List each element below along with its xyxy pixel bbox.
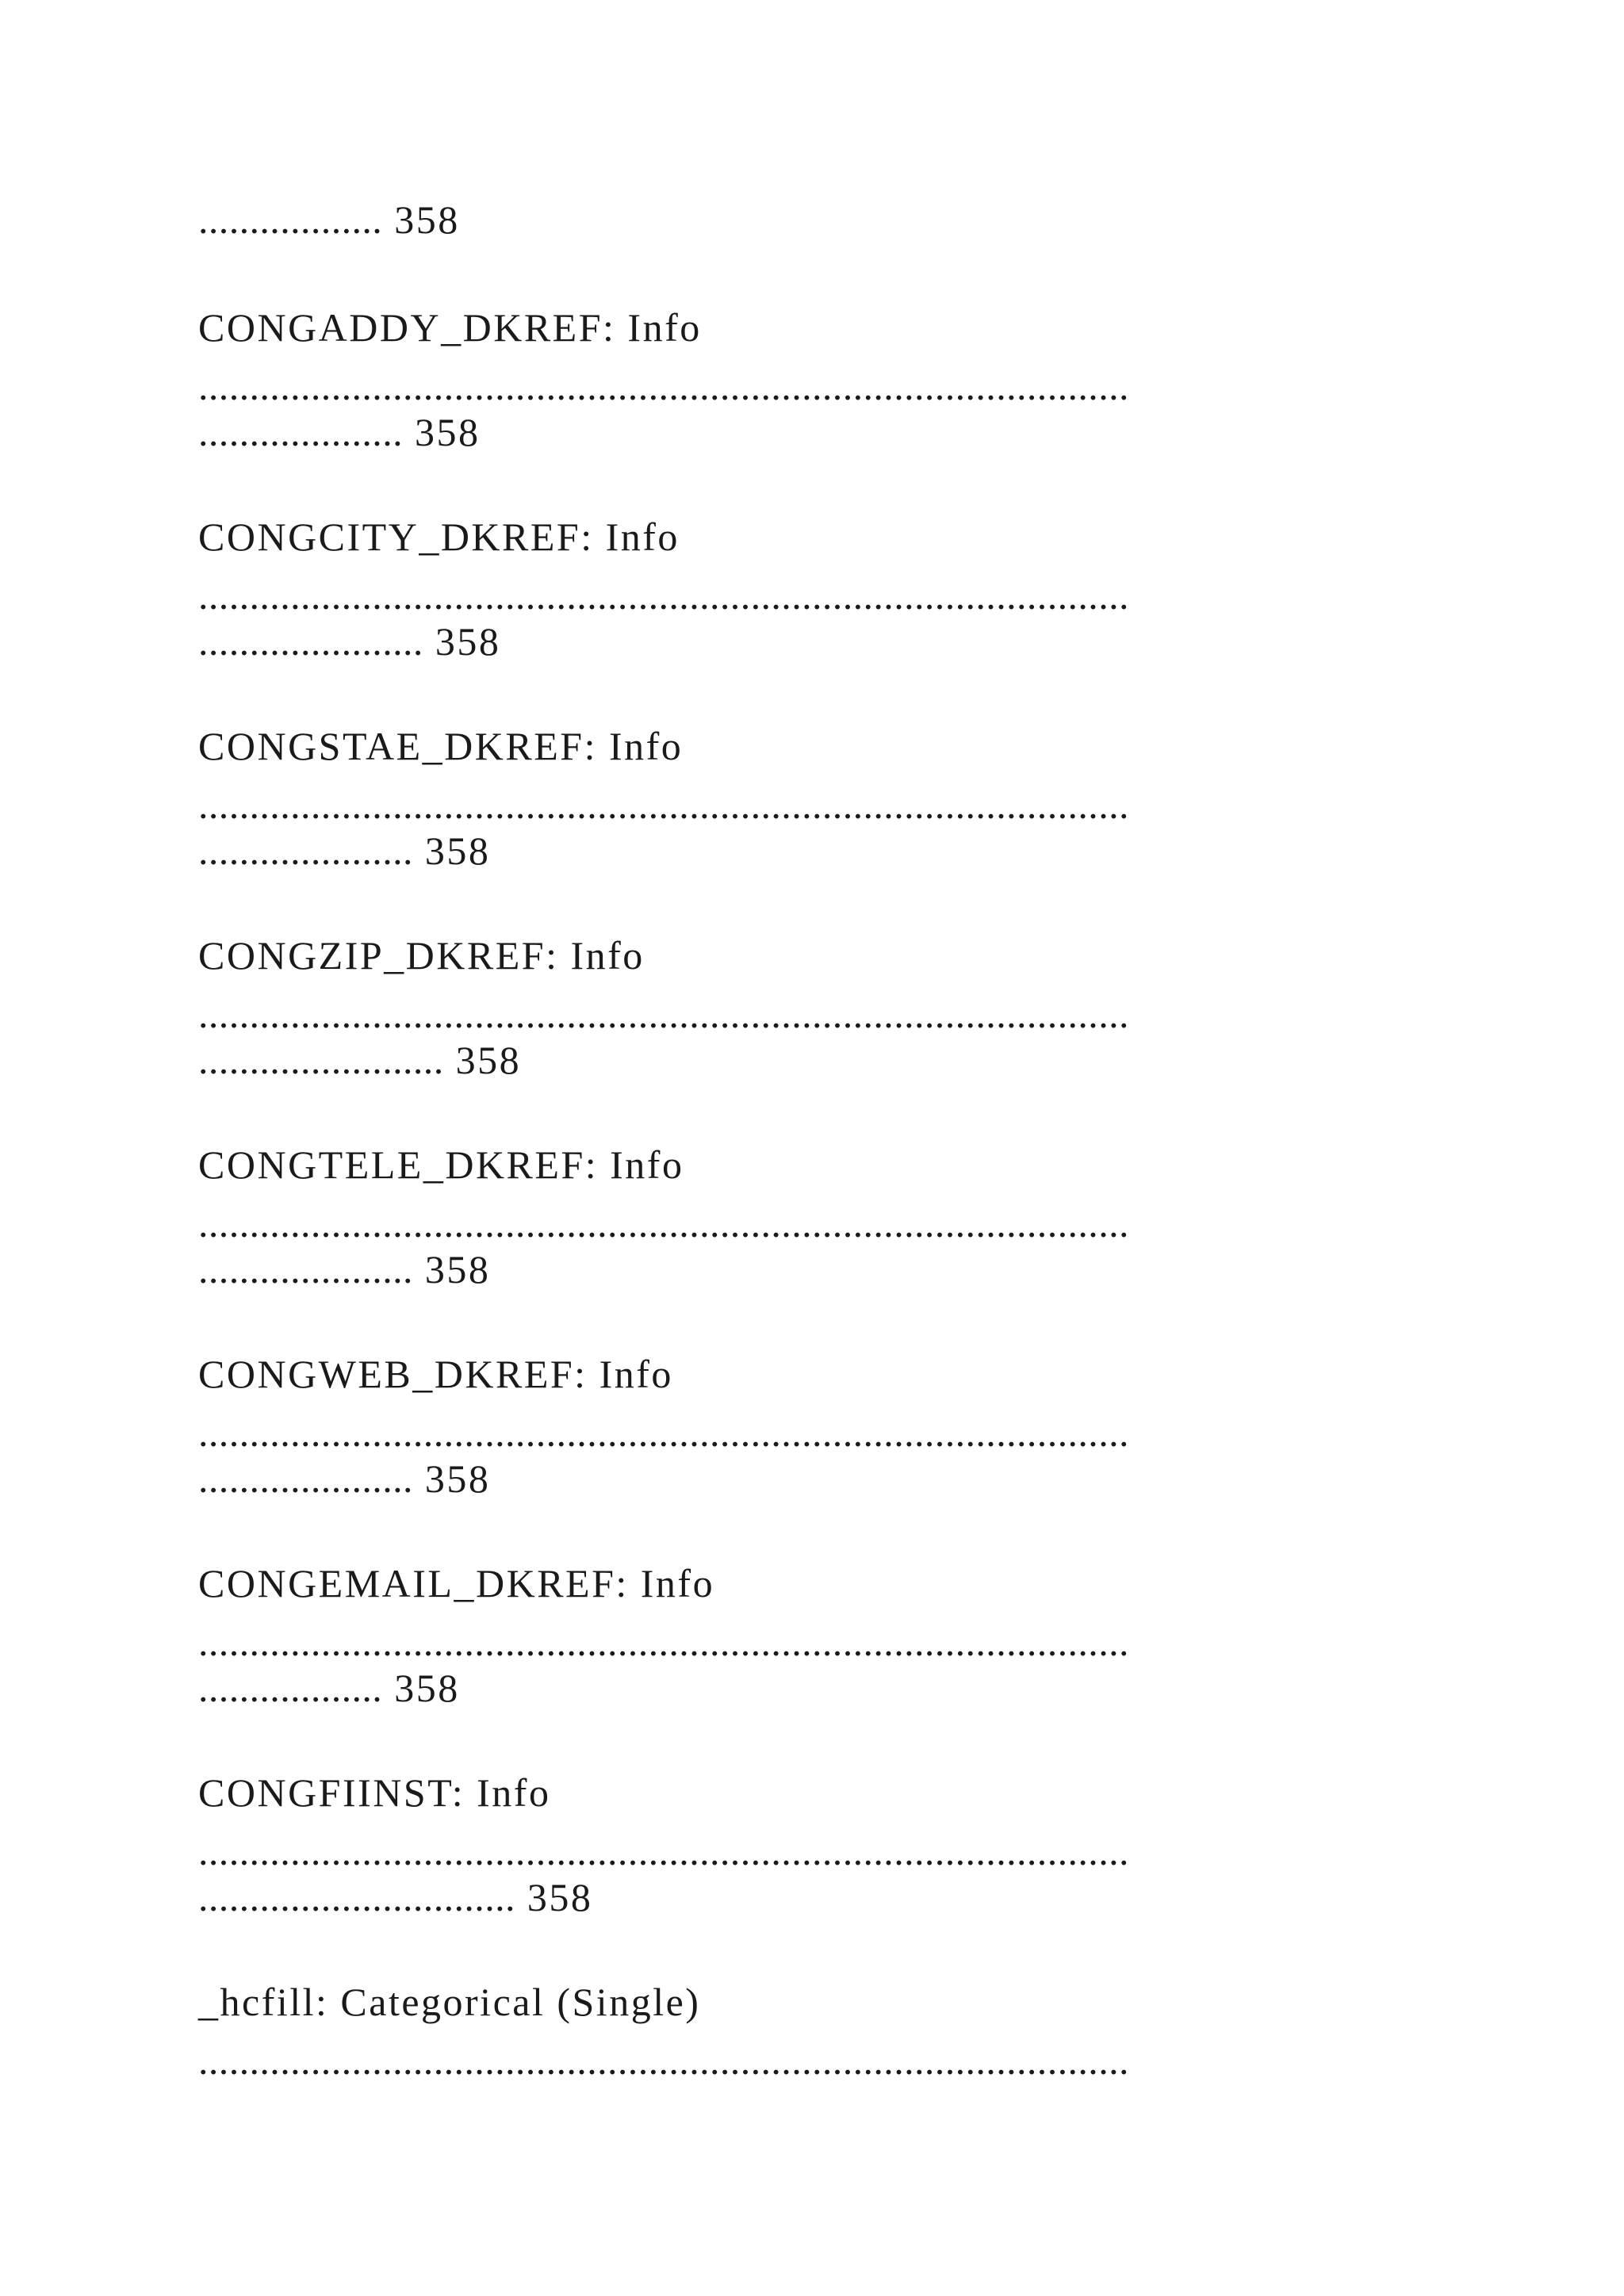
toc-entry-tail: [198, 618, 500, 665]
toc-entry-label: CONGFIINST: Info: [198, 1770, 551, 1815]
toc-leader: ...........................................................................................: [198, 1201, 1129, 1246]
toc-leader: ...........................................................................................: [198, 573, 1129, 618]
toc-entry-label: CONGZIP_DKREF: Info: [198, 933, 645, 978]
toc-leader: ....................: [198, 410, 403, 454]
toc-leader: ..................: [198, 197, 383, 242]
toc-page-number: 358: [424, 828, 491, 873]
toc-leader: ...........................................................................................: [198, 1620, 1129, 1664]
toc-leader: .....................: [198, 1247, 413, 1292]
toc-page-number: 358: [415, 410, 481, 454]
toc-entry-tail: [198, 827, 490, 874]
toc-entry-label: CONGCITY_DKREF: Info: [198, 515, 680, 559]
toc-leader: ..................: [198, 1666, 383, 1710]
toc-leader: ........................: [198, 1038, 444, 1082]
toc-leader: ......................: [198, 619, 423, 664]
toc-leader: ...........................................................................................: [198, 783, 1129, 827]
toc-entry-tail: [198, 408, 481, 456]
toc-page-number: 358: [435, 619, 501, 664]
toc-entry-label: _hcfill: Categorical (Single): [198, 1980, 701, 2024]
toc-page-number: 358: [394, 197, 460, 242]
toc-entry-tail: [198, 1455, 490, 1502]
toc-entry-label: CONGEMAIL_DKREF: Info: [198, 1561, 715, 1605]
toc-leader: ...........................................................................................: [198, 1410, 1129, 1455]
toc-entry-label: CONGSTAE_DKREF: Info: [198, 724, 684, 768]
toc-entry-label: CONGTELE_DKREF: Info: [198, 1142, 684, 1187]
toc-page-number: 358: [394, 1666, 460, 1710]
toc-page-number: 358: [527, 1875, 593, 1919]
toc-leader: .....................: [198, 1456, 413, 1501]
toc-continuation: [198, 196, 460, 243]
toc-leader: ...........................................................................................: [198, 1829, 1129, 1873]
toc-entry-tail: [198, 1873, 592, 1921]
toc-leader: ...............................: [198, 1875, 515, 1919]
toc-leader: ...........................................................................................: [198, 2038, 1129, 2083]
toc-page-number: 358: [424, 1456, 491, 1501]
toc-entry-label: CONGADDY_DKREF: Info: [198, 305, 702, 350]
toc-entry-label: CONGWEB_DKREF: Info: [198, 1352, 673, 1396]
toc-page-number: 358: [455, 1038, 522, 1082]
toc-page-number: 358: [424, 1247, 491, 1292]
toc-entry-tail: [198, 1246, 490, 1293]
toc-entry-tail: [198, 1036, 521, 1084]
toc-leader: ...........................................................................................: [198, 364, 1129, 408]
toc-entry-tail: [198, 1664, 460, 1712]
toc-leader: .....................: [198, 828, 413, 873]
toc-leader: ...........................................................................................: [198, 992, 1129, 1036]
